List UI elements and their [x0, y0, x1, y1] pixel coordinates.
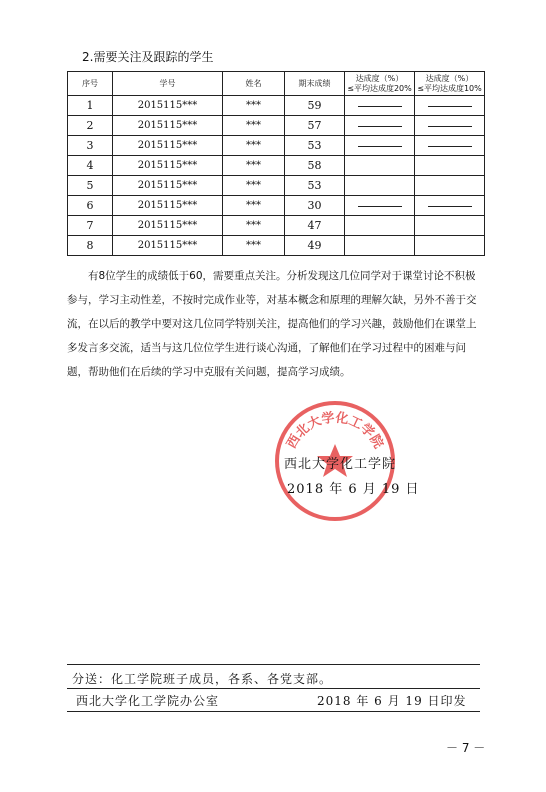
cell-flag-10 — [415, 176, 485, 196]
cell-no: 3 — [68, 136, 113, 156]
students-table — [67, 71, 485, 256]
footer-middle-rule — [67, 688, 480, 689]
cell-score: 47 — [285, 216, 345, 236]
cell-score: 57 — [285, 116, 345, 136]
cell-name: *** — [223, 156, 285, 176]
distribution-line: 分送：化工学院班子成员，各系、各党支部。 — [72, 672, 333, 686]
header-cell-student-id: 学号 — [113, 72, 223, 96]
cell-name: *** — [223, 196, 285, 216]
cell-student-id: 2015115*** — [113, 236, 223, 256]
cell-student-id: 2015115*** — [113, 196, 223, 216]
cell-score: 59 — [285, 96, 345, 116]
cell-name: *** — [223, 116, 285, 136]
dash-mark — [428, 126, 472, 127]
cell-name: *** — [223, 96, 285, 116]
cell-flag-20 — [345, 116, 415, 136]
cell-flag-20 — [345, 216, 415, 236]
cell-name: *** — [223, 176, 285, 196]
cell-flag-20 — [345, 96, 415, 116]
table-row — [68, 156, 485, 176]
cell-score: 49 — [285, 236, 345, 256]
dash-mark — [358, 126, 402, 127]
table-row — [68, 236, 485, 256]
table-row — [68, 96, 485, 116]
dash-mark — [428, 106, 472, 107]
cell-no: 1 — [68, 96, 113, 116]
seal-text: 西北大学化工学院 — [284, 410, 386, 452]
cell-score: 53 — [285, 136, 345, 156]
cell-flag-10 — [415, 196, 485, 216]
cell-student-id: 2015115*** — [113, 96, 223, 116]
issuing-office: 西北大学化工学院办公室 — [76, 694, 220, 708]
table-row — [68, 196, 485, 216]
cell-name: *** — [223, 236, 285, 256]
header-cell-name: 姓名 — [223, 72, 285, 96]
cell-flag-10 — [415, 216, 485, 236]
cell-score: 53 — [285, 176, 345, 196]
footer-top-rule — [67, 664, 480, 665]
header-cell-attainment-20: 达成度（%） ≤平均达成度20% — [345, 72, 415, 96]
dash-mark — [358, 146, 402, 147]
cell-student-id: 2015115*** — [113, 156, 223, 176]
cell-flag-10 — [415, 236, 485, 256]
analysis-paragraph: 有8位学生的成绩低于60，需要重点关注。分析发现这几位同学对于课堂讨论不积极参与，学习主动性差，不按时完成作业等，对基本概念和原理的理解欠缺，另外不善于交流，在以后的教学中要对这几位同学特别关注，提高他们的学习兴趣，鼓励他们在课堂上多发言多交流，适当与这几位位学生进行谈心沟通，了解他们在学习过程中的困难与问题，帮助他们在后续的学习中克服有关问题，提高学习成绩。 — [67, 270, 477, 378]
cell-flag-20 — [345, 156, 415, 176]
cell-no: 6 — [68, 196, 113, 216]
header-cell-attainment-10: 达成度（%） ≤平均达成度10% — [415, 72, 485, 96]
header-cell-no: 序号 — [68, 72, 113, 96]
cell-no: 5 — [68, 176, 113, 196]
cell-score: 30 — [285, 196, 345, 216]
cell-no: 4 — [68, 156, 113, 176]
section-heading: 2.需要关注及跟踪的学生 — [82, 50, 214, 64]
cell-flag-20 — [345, 136, 415, 156]
cell-flag-10 — [415, 116, 485, 136]
table-row — [68, 136, 485, 156]
cell-flag-20 — [345, 236, 415, 256]
cell-student-id: 2015115*** — [113, 216, 223, 236]
cell-student-id: 2015115*** — [113, 136, 223, 156]
table-row — [68, 176, 485, 196]
print-date: 2018 年 6 月 19 日印发 — [317, 694, 467, 708]
dash-mark — [358, 206, 402, 207]
cell-flag-10 — [415, 96, 485, 116]
cell-student-id: 2015115*** — [113, 116, 223, 136]
cell-flag-20 — [345, 176, 415, 196]
cell-flag-10 — [415, 136, 485, 156]
table-row — [68, 216, 485, 236]
table-header-row — [68, 72, 485, 96]
cell-no: 2 — [68, 116, 113, 136]
header-cell-score: 期末成绩 — [285, 72, 345, 96]
cell-student-id: 2015115*** — [113, 176, 223, 196]
table-body — [68, 96, 485, 256]
cell-name: *** — [223, 136, 285, 156]
cell-name: *** — [223, 216, 285, 236]
dash-mark — [428, 146, 472, 147]
cell-flag-10 — [415, 156, 485, 176]
page-number: － 7 － — [446, 741, 486, 755]
cell-flag-20 — [345, 196, 415, 216]
dash-mark — [428, 206, 472, 207]
signature-organization: 西北大学化工学院 — [284, 457, 397, 472]
table-row — [68, 116, 485, 136]
dash-mark — [358, 106, 402, 107]
signature-date: 2018 年 6 月 19 日 — [287, 482, 420, 497]
cell-no: 7 — [68, 216, 113, 236]
footer-bottom-rule — [67, 711, 480, 712]
cell-no: 8 — [68, 236, 113, 256]
cell-score: 58 — [285, 156, 345, 176]
